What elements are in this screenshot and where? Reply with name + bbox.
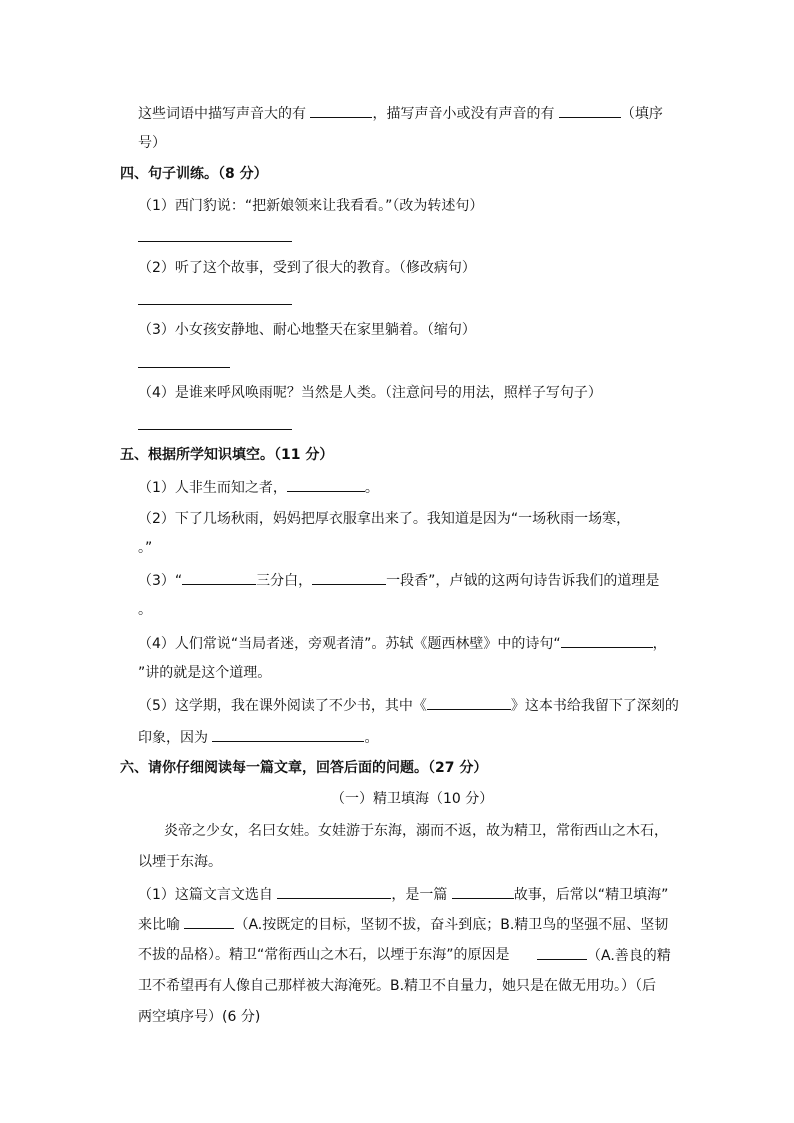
s5-q5-blank-book[interactable] — [427, 695, 511, 710]
s3-line-2: 号） — [138, 135, 166, 151]
s5-q3-blank-1[interactable] — [182, 570, 256, 585]
section-5-title: 五、根据所学知识填空。（11 分） — [120, 447, 334, 463]
s6-question-1-line-3-tail — [537, 945, 671, 966]
s5-question-3 — [138, 570, 659, 591]
s5-question-4-cont: ”讲的就是这个道理。 — [138, 665, 272, 681]
s5-q3-text-b: 三分白， — [256, 573, 313, 589]
s5-q3-blank-2[interactable] — [312, 570, 386, 585]
s5-question-2-cont: 。” — [138, 540, 153, 556]
s5-q5-text-d: 。 — [364, 730, 379, 746]
s6-question-1-line-4: 卫不希望再有人像自己那样被大海淹死。B.精卫不自量力，她只是在做无用功。）（后 — [138, 978, 657, 994]
s6-q1-text-a: （1）这篇文言文选自 — [138, 887, 278, 903]
s5-question-4 — [138, 633, 667, 654]
s5-q5-blank-reason[interactable] — [212, 727, 364, 742]
blank-loud-words[interactable] — [310, 103, 372, 118]
s5-q3-text-c: 一段香”，卢钺的这两句诗告诉我们的道理是 — [386, 573, 660, 589]
s4-question-1: （1）西门豹说：“把新娘领来让我看看。”（改为转述句） — [138, 198, 484, 214]
section-6-title: 六、请你仔细阅读每一篇文章，回答后面的问题。（27 分） — [120, 760, 488, 776]
s6-question-1-line-1 — [138, 884, 668, 905]
s4-answer-line-1[interactable] — [138, 241, 292, 242]
passage-title: （一）精卫填海（10 分） — [331, 791, 494, 807]
s5-q1-end: 。 — [364, 480, 379, 496]
s3-text-c: （填序 — [620, 106, 663, 122]
s4-question-3: （3）小女孩安静地、耐心地整天在家里躺着。（缩句） — [138, 322, 476, 338]
s5-question-5-cont — [138, 727, 378, 748]
s5-q1-text: （1）人非生而知之者， — [138, 480, 287, 496]
s5-question-5 — [138, 695, 679, 716]
section-4-title: 四、句子训练。（8 分） — [120, 166, 268, 182]
s3-line-1 — [138, 103, 663, 124]
s4-question-2: （2）听了这个故事，受到了很大的教育。（修改病句） — [138, 260, 476, 276]
s5-q4-text-a: （4）人们常说“当局者迷，旁观者清”。苏轼《题西林壁》中的诗句“ — [138, 636, 561, 652]
passage-line-1: 炎帝之少女，名曰女娃。女娃游于东海，溺而不返，故为精卫，常衔西山之木石， — [164, 823, 668, 839]
s4-answer-line-4[interactable] — [138, 429, 292, 430]
s6-question-1-line-2 — [138, 914, 668, 935]
s5-q5-text-a: （5）这学期，我在课外阅读了不少书，其中《 — [138, 698, 427, 714]
s6-q1-text-b: ，是一篇 — [391, 887, 452, 903]
passage-line-2: 以堙于东海。 — [138, 854, 222, 870]
s6-question-1-line-3: 不拔的品格）。精卫“常衔西山之木石，以堙于东海”的原因是 — [138, 947, 510, 963]
s5-q4-text-b: ， — [652, 636, 667, 652]
s6-question-1-line-5: 两空填序号）(6 分) — [138, 1009, 261, 1025]
s5-q1-blank[interactable] — [287, 477, 365, 492]
s5-question-3-cont: 。 — [138, 602, 152, 618]
s6-q1-text-e: （A.按既定的目标，坚韧不拔，奋斗到底；B.精卫鸟的坚强不屈、坚韧 — [234, 917, 669, 933]
s6-q1-blank-source[interactable] — [277, 884, 391, 899]
s6-q1-text-f: （A.善良的精 — [587, 948, 671, 964]
s5-q5-text-c: 印象，因为 — [138, 730, 213, 746]
s6-q1-blank-metaphor[interactable] — [184, 914, 234, 929]
s6-q1-blank-reason[interactable] — [537, 945, 587, 960]
s5-q4-blank[interactable] — [561, 633, 653, 648]
s6-q1-text-c: 故事，后常以“精卫填海” — [513, 887, 669, 903]
s5-question-2: （2）下了几场秋雨，妈妈把厚衣服拿出来了。我知道是因为“一场秋雨一场寒， — [138, 511, 631, 527]
s5-question-1 — [138, 477, 379, 498]
s6-q1-blank-type[interactable] — [452, 884, 514, 899]
s4-answer-line-2[interactable] — [138, 304, 292, 305]
s3-text-b: ，描写声音小或没有声音的有 — [372, 106, 559, 122]
s3-text-a: 这些词语中描写声音大的有 — [138, 106, 311, 122]
s4-answer-line-3[interactable] — [138, 367, 230, 368]
blank-quiet-words[interactable] — [559, 103, 621, 118]
s5-q5-text-b: 》这本书给我留下了深刻的 — [510, 698, 679, 714]
s6-q1-text-d: 来比喻 — [138, 917, 185, 933]
s5-q3-text-a: （3）“ — [138, 573, 183, 589]
s4-question-4: （4）是谁来呼风唤雨呢？当然是人类。（注意问号的用法，照样子写句子） — [138, 385, 602, 401]
